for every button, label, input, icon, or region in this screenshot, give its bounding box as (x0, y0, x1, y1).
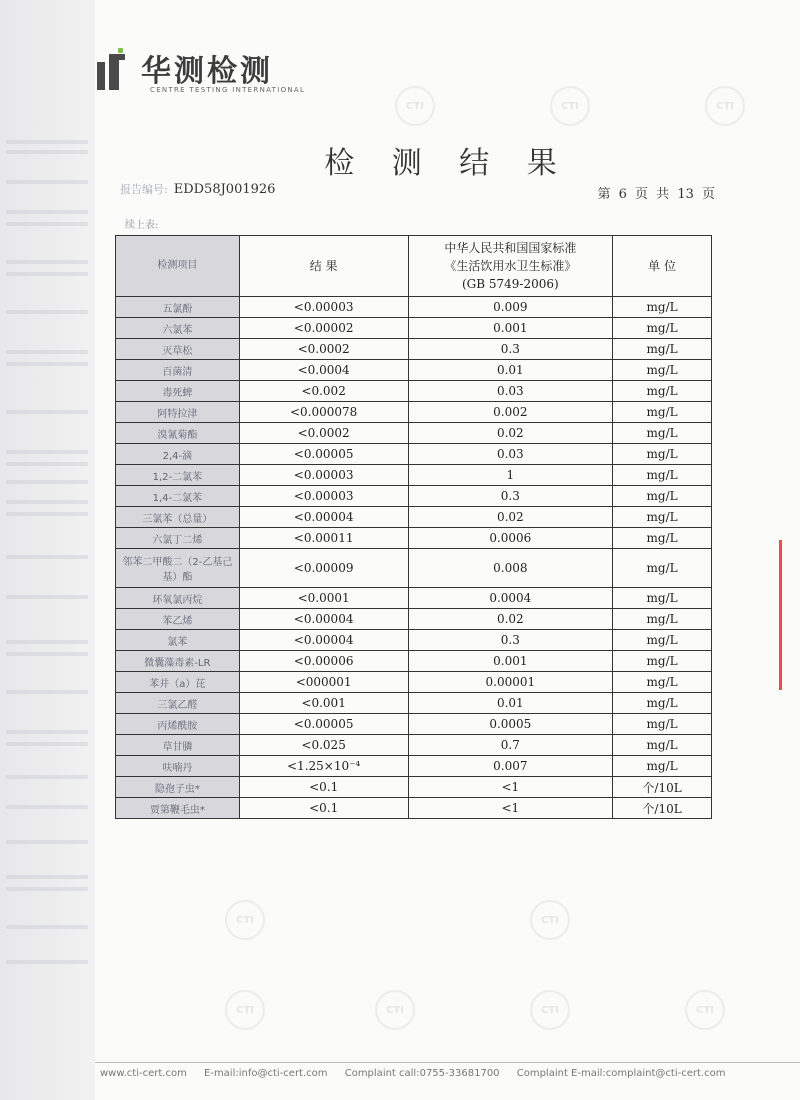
item-cell: 隐孢子虫* (116, 777, 240, 798)
result-cell: <0.00004 (239, 507, 408, 528)
result-cell: <0.001 (239, 693, 408, 714)
report-number-label: 报告编号: (120, 183, 168, 196)
unit-cell: mg/L (613, 297, 712, 318)
table-row (116, 630, 712, 651)
watermark-icon: CTI (375, 990, 415, 1030)
limit-cell: 0.007 (408, 756, 613, 777)
result-cell: <1.25×10⁻⁴ (239, 756, 408, 777)
result-cell: <0.00003 (239, 486, 408, 507)
result-cell: <0.00006 (239, 651, 408, 672)
table-row (116, 651, 712, 672)
limit-cell: 0.001 (408, 651, 613, 672)
watermark-icon: CTI (225, 900, 265, 940)
unit-cell: mg/L (613, 465, 712, 486)
result-cell: <0.002 (239, 381, 408, 402)
item-cell: 五氯酚 (116, 297, 240, 318)
result-cell: <0.000078 (239, 402, 408, 423)
footer (100, 1068, 739, 1079)
item-cell: 三氯乙醛 (116, 693, 240, 714)
table-row (116, 714, 712, 735)
limit-cell: 0.001 (408, 318, 613, 339)
result-cell: <0.00004 (239, 630, 408, 651)
unit-cell: mg/L (613, 714, 712, 735)
watermark-icon: CTI (395, 86, 435, 126)
table-row (116, 798, 712, 819)
table-row (116, 549, 712, 588)
limit-cell: 0.0006 (408, 528, 613, 549)
table-row (116, 360, 712, 381)
unit-cell: mg/L (613, 381, 712, 402)
report-number (120, 181, 275, 197)
header-standard-line: (GB 5749-2006) (461, 277, 559, 291)
header-result: 结 果 (239, 236, 408, 297)
result-cell: <0.1 (239, 798, 408, 819)
unit-cell: mg/L (613, 318, 712, 339)
item-cell: 百菌清 (116, 360, 240, 381)
table-row (116, 507, 712, 528)
red-stamp-edge (779, 540, 798, 690)
document-title: 检 测 结 果 (324, 146, 571, 181)
limit-cell: 0.02 (408, 423, 613, 444)
table-row (116, 528, 712, 549)
table-row (116, 672, 712, 693)
table-row (116, 609, 712, 630)
item-cell: 三氯苯（总量） (116, 507, 240, 528)
item-cell: 1,2-二氯苯 (116, 465, 240, 486)
table-row (116, 423, 712, 444)
unit-cell: mg/L (613, 735, 712, 756)
item-cell: 呋喃丹 (116, 756, 240, 777)
result-cell: <0.0001 (239, 588, 408, 609)
header-item: 检测项目 (116, 236, 240, 297)
unit-cell: mg/L (613, 756, 712, 777)
table-row (116, 756, 712, 777)
limit-cell: 0.02 (408, 609, 613, 630)
watermark-icon: CTI (705, 86, 745, 126)
table-row (116, 339, 712, 360)
item-cell: 贾第鞭毛虫* (116, 798, 240, 819)
item-cell: 环氧氯丙烷 (116, 588, 240, 609)
unit-cell: mg/L (613, 588, 712, 609)
unit-cell: mg/L (613, 444, 712, 465)
limit-cell: 0.03 (408, 381, 613, 402)
result-cell: <000001 (239, 672, 408, 693)
footer-complaint-call: Complaint call:0755-33681700 (344, 1068, 500, 1079)
unit-cell: mg/L (613, 672, 712, 693)
item-cell: 毒死蜱 (116, 381, 240, 402)
limit-cell: 0.02 (408, 507, 613, 528)
page-indicator: 第 6 页 共 13 页 (597, 187, 715, 202)
limit-cell: 0.008 (408, 549, 613, 588)
watermark-icon: CTI (685, 990, 725, 1030)
limit-cell: 0.009 (408, 297, 613, 318)
header-standard (408, 236, 613, 297)
result-cell: <0.00003 (239, 465, 408, 486)
limit-cell: 0.3 (408, 486, 613, 507)
item-cell: 邻苯二甲酸二（2-乙基己基）酯 (116, 549, 240, 588)
unit-cell: mg/L (613, 423, 712, 444)
unit-cell: mg/L (613, 486, 712, 507)
table-row (116, 693, 712, 714)
limit-cell: 0.00001 (408, 672, 613, 693)
results-table (115, 235, 712, 819)
item-cell: 微囊藻毒素-LR (116, 651, 240, 672)
limit-cell: <1 (408, 777, 613, 798)
table-row (116, 465, 712, 486)
limit-cell: 1 (408, 465, 613, 486)
unit-cell: mg/L (613, 549, 712, 588)
result-cell: <0.00002 (239, 318, 408, 339)
table-row (116, 297, 712, 318)
header-standard-line: 《生活饮用水卫生标准》 (444, 259, 577, 273)
limit-cell: 0.0004 (408, 588, 613, 609)
result-cell: <0.0002 (239, 423, 408, 444)
limit-cell: 0.03 (408, 444, 613, 465)
result-cell: <0.00004 (239, 609, 408, 630)
footer-website: www.cti-cert.com (100, 1068, 187, 1079)
unit-cell: mg/L (613, 402, 712, 423)
report-number-value: EDD58J001926 (173, 182, 276, 197)
footer-complaint-email: Complaint E-mail:complaint@cti-cert.com (516, 1068, 726, 1079)
item-cell: 六氯苯 (116, 318, 240, 339)
result-cell: <0.00005 (239, 714, 408, 735)
result-cell: <0.00005 (239, 444, 408, 465)
result-cell: <0.00009 (239, 549, 408, 588)
table-row (116, 486, 712, 507)
result-cell: <0.025 (239, 735, 408, 756)
limit-cell: 0.3 (408, 630, 613, 651)
limit-cell: 0.01 (408, 693, 613, 714)
unit-cell: mg/L (613, 339, 712, 360)
unit-cell: mg/L (613, 609, 712, 630)
header-standard-line: 中华人民共和国国家标准 (444, 241, 577, 255)
unit-cell: mg/L (613, 651, 712, 672)
logo-name-en: CENTRE TESTING INTERNATIONAL (150, 86, 306, 94)
table-row (116, 402, 712, 423)
result-cell: <0.00003 (239, 297, 408, 318)
unit-cell: 个/10L (613, 777, 712, 798)
watermark-icon: CTI (550, 86, 590, 126)
result-cell: <0.0004 (239, 360, 408, 381)
limit-cell: 0.002 (408, 402, 613, 423)
limit-cell: <1 (408, 798, 613, 819)
table-row (116, 318, 712, 339)
table-row (116, 777, 712, 798)
item-cell: 阿特拉津 (116, 402, 240, 423)
item-cell: 六氯丁二烯 (116, 528, 240, 549)
limit-cell: 0.7 (408, 735, 613, 756)
item-cell: 氯苯 (116, 630, 240, 651)
result-cell: <0.00011 (239, 528, 408, 549)
watermark-icon: CTI (225, 990, 265, 1030)
table-row (116, 588, 712, 609)
item-cell: 苯乙烯 (116, 609, 240, 630)
item-cell: 草甘膦 (116, 735, 240, 756)
table-header-row (116, 236, 712, 297)
report-page (95, 0, 800, 1100)
company-logo (95, 40, 395, 100)
bleed-through-strip (0, 0, 95, 1100)
item-cell: 2,4-滴 (116, 444, 240, 465)
table-row (116, 735, 712, 756)
cti-logo-mark-icon (95, 48, 133, 90)
unit-cell: mg/L (613, 528, 712, 549)
item-cell: 灭草松 (116, 339, 240, 360)
continued-label: 续上表: (125, 220, 159, 231)
result-cell: <0.1 (239, 777, 408, 798)
header-unit: 单 位 (613, 236, 712, 297)
footer-email: E-mail:info@cti-cert.com (204, 1068, 328, 1079)
table-row (116, 444, 712, 465)
item-cell: 1,4-二氯苯 (116, 486, 240, 507)
limit-cell: 0.01 (408, 360, 613, 381)
result-cell: <0.0002 (239, 339, 408, 360)
limit-cell: 0.3 (408, 339, 613, 360)
unit-cell: mg/L (613, 693, 712, 714)
item-cell: 丙烯酰胺 (116, 714, 240, 735)
unit-cell: mg/L (613, 507, 712, 528)
unit-cell: mg/L (613, 360, 712, 381)
limit-cell: 0.0005 (408, 714, 613, 735)
unit-cell: 个/10L (613, 798, 712, 819)
logo-name-cn: 华测检测 (141, 54, 273, 89)
item-cell: 苯并（a）芘 (116, 672, 240, 693)
unit-cell: mg/L (613, 630, 712, 651)
footer-divider (95, 1062, 800, 1063)
item-cell: 溴氰菊酯 (116, 423, 240, 444)
table-row (116, 381, 712, 402)
watermark-icon: CTI (530, 990, 570, 1030)
watermark-icon: CTI (530, 900, 570, 940)
